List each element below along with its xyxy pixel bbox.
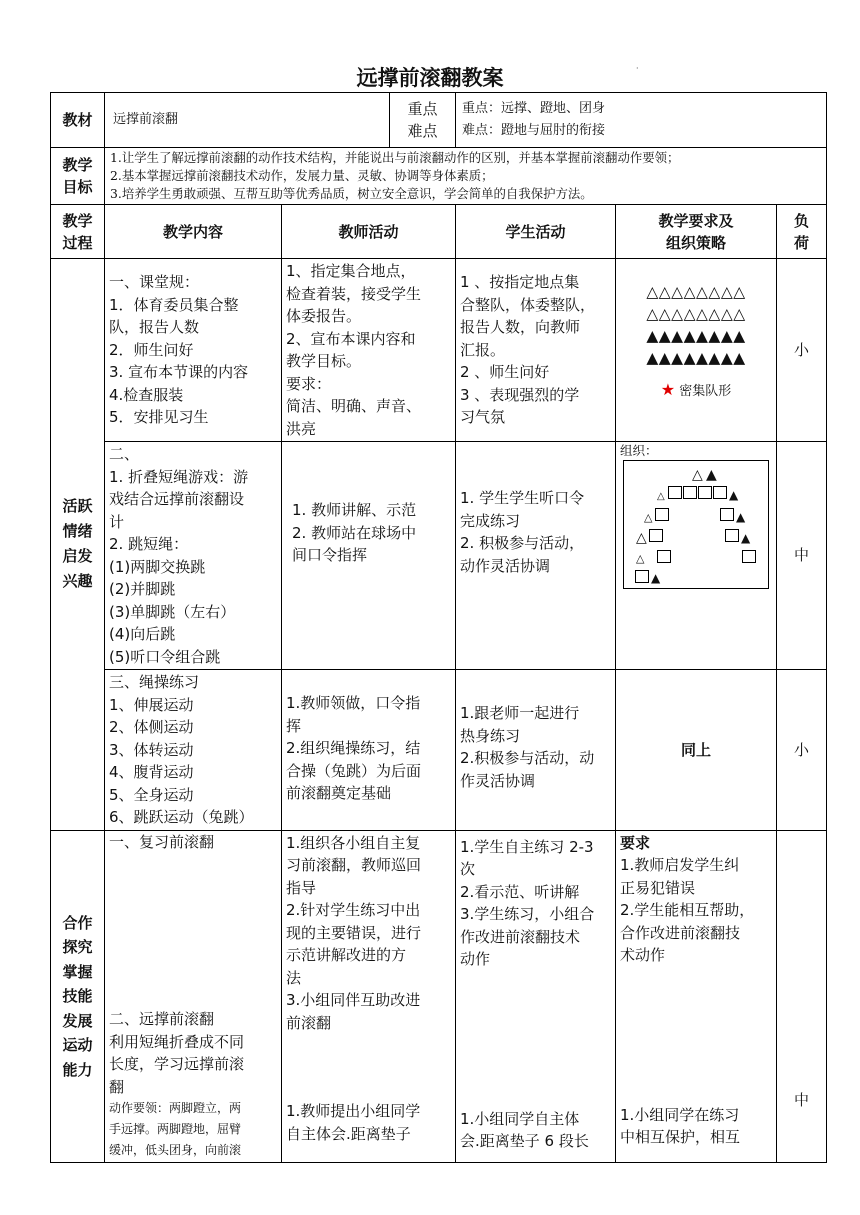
square-icon bbox=[698, 486, 712, 499]
s1r3-student: 1.跟老师一起进行 热身练习 2.积极参与活动，动 作灵活协调 bbox=[456, 670, 616, 831]
solid-triangle-icon: ▲ bbox=[736, 510, 746, 524]
square-icon bbox=[657, 550, 671, 563]
col-load: 负 荷 bbox=[777, 205, 827, 259]
s1r3-content: 三、绳操练习 1、伸展运动 2、体侧运动 3、体转运动 4、腹背运动 5、全身运动 6、跳跃运动（兔跳） bbox=[105, 670, 282, 831]
triangle-icon: △ bbox=[636, 552, 645, 565]
s1r1-content: 一、课堂规： 1．体育委员集合整 队，报告人数 2．师生问好 3. 宣布本节课的内容 4.检查服装 5．安排见习生 bbox=[105, 259, 282, 442]
objective-item: 3.培养学生勇敢顽强、互帮互助等优秀品质，树立安全意识，学会简单的自我保护方法。 bbox=[110, 186, 593, 201]
s1r2-organization bbox=[616, 442, 777, 670]
s2-requirement: 要求 1.教师启发学生纠 正易犯错误 2.学生能相互帮助， 合作改进前滚翻技 术动作 1.小组同学在练习 中相互保护，相互 bbox=[616, 830, 777, 1163]
triangle-icon: △ bbox=[692, 467, 703, 483]
square-icon bbox=[683, 486, 697, 499]
formation-row-hollow: △△△△△△△△ bbox=[646, 283, 746, 301]
col-requirement: 教学要求及 组织策略 bbox=[616, 205, 777, 259]
col-content: 教学内容 bbox=[105, 205, 282, 259]
star-icon: ★ bbox=[660, 380, 676, 399]
triangle-icon: △ bbox=[657, 491, 665, 502]
square-icon bbox=[649, 529, 663, 542]
square-icon bbox=[655, 508, 669, 521]
objectives-list bbox=[105, 148, 827, 205]
objective-item: 2.基本掌握远撑前滚翻技术动作，发展力量、灵敏、协调等身体素质； bbox=[110, 168, 494, 183]
triangle-icon: △ bbox=[636, 530, 647, 546]
formation-row-solid: ▲▲▲▲▲▲▲▲ bbox=[646, 327, 746, 345]
square-icon bbox=[725, 529, 739, 542]
difficult-point: 难点：蹬地与屈肘的衔接 bbox=[462, 123, 606, 138]
keypoints-label: 重点 难点 bbox=[390, 93, 456, 148]
s1r2-teacher: 1. 教师讲解、示范 2. 教师站在球场中 间口令指挥 bbox=[282, 442, 456, 670]
s2-content: 一、复习前滚翻 二、远撑前滚翻 利用短绳折叠成不同 长度，学习远撑前滚 翻 动作要领：两脚蹬立，两 手远撑。两脚蹬地，屈臂 缓冲，低头团身，向前滚 bbox=[105, 830, 282, 1163]
col-teacher: 教师活动 bbox=[282, 205, 456, 259]
solid-triangle-icon: ▲ bbox=[741, 531, 751, 545]
formation-row-solid: ▲▲▲▲▲▲▲▲ bbox=[646, 349, 746, 367]
solid-triangle-icon: ▲ bbox=[729, 488, 739, 502]
square-icon bbox=[720, 508, 734, 521]
formation-caption: 密集队形 bbox=[679, 384, 732, 399]
stray-dot: · bbox=[636, 64, 639, 73]
objective-item: 1.让学生了解远撑前滚翻的动作技术结构，并能说出与前滚翻动作的区别，并基本掌握前滚翻动作要领； bbox=[110, 150, 680, 165]
lesson-plan-table bbox=[50, 92, 827, 1163]
solid-triangle-icon: ▲ bbox=[651, 571, 661, 585]
key-point: 重点：远撑、蹬地、团身 bbox=[462, 101, 606, 116]
s1r3-teacher: 1.教师领做，口令指 挥 2.组织绳操练习，结 合操（兔跳）为后面 前滚翻奠定基础 bbox=[282, 670, 456, 831]
s2-student: 1.学生自主练习 2-3 次 2.看示范、听讲解 3.学生练习，小组合 作改进前滚翻技术 动作 1.小组同学自主体 会.距离垫子 6 段长 bbox=[456, 830, 616, 1163]
objectives-label: 教学 目标 bbox=[51, 148, 105, 205]
square-icon bbox=[635, 570, 649, 583]
material-value: 远撑前滚翻 bbox=[105, 93, 390, 148]
s1r1-teacher: 1、指定集合地点， 检查着装，接受学生 体委报告。 2、宣布本课内容和 教学目标。 要求： 简洁、明确、声音、 洪亮 bbox=[282, 259, 456, 442]
key-difficult-points bbox=[456, 93, 827, 148]
square-icon bbox=[713, 486, 727, 499]
s1r1-student: 1 、按指定地点集 合整队，体委整队， 报告人数，向教师 汇报。 2 、师生问好 3 、表现强烈的学 习气氛 bbox=[456, 259, 616, 442]
triangle-icon: △ bbox=[644, 511, 653, 524]
s1r1-formation bbox=[616, 259, 777, 442]
s1r2-load: 中 bbox=[777, 442, 827, 670]
material-label: 教材 bbox=[51, 93, 105, 148]
s1r1-load: 小 bbox=[777, 259, 827, 442]
s1r3-requirement: 同上 bbox=[616, 670, 777, 831]
col-student: 学生活动 bbox=[456, 205, 616, 259]
formation-row-hollow: △△△△△△△△ bbox=[646, 305, 746, 323]
solid-triangle-icon: ▲ bbox=[706, 467, 717, 483]
square-icon bbox=[668, 486, 682, 499]
formation-diagram bbox=[623, 460, 769, 589]
s1r2-content: 二、 1. 折叠短绳游戏：游 戏结合远撑前滚翻设 计 2. 跳短绳： (1)两脚交换跳 (2)并脚跳 (3)单脚跳（左右） (4)向后跳 (5)听口令组合跳 bbox=[105, 442, 282, 670]
page-title: 远撑前滚翻教案 bbox=[356, 66, 504, 90]
square-icon bbox=[742, 550, 756, 563]
s1r2-student: 1. 学生学生听口令 完成练习 2. 积极参与活动， 动作灵活协调 bbox=[456, 442, 616, 670]
s1r3-load: 小 bbox=[777, 670, 827, 831]
section2-label: 合作 探究 掌握 技能 发展 运动 能力 bbox=[51, 830, 105, 1163]
s2-load: 中 bbox=[777, 830, 827, 1163]
s2-teacher: 1.组织各小组自主复 习前滚翻，教师巡回 指导 2.针对学生练习中出 现的主要错误，进行 示范讲解改进的方 法 3.小组同伴互助改进 前滚翻 1.教师提出小组同学 自主体会.距离垫子 bbox=[282, 830, 456, 1163]
col-process: 教学 过程 bbox=[51, 205, 105, 259]
section1-label: 活跃 情绪 启发 兴趣 bbox=[51, 259, 105, 831]
org-label: 组织： bbox=[620, 443, 658, 458]
